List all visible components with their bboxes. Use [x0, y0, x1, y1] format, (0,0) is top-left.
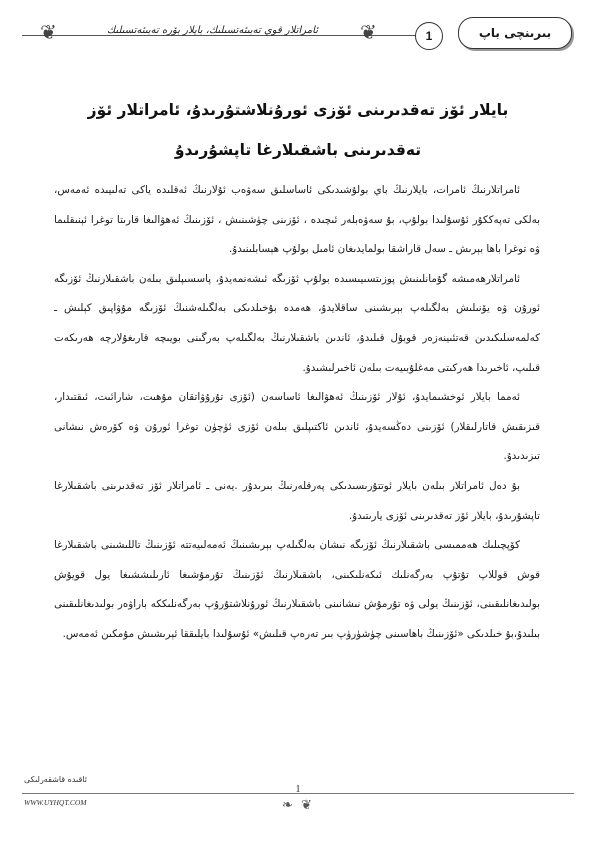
page-header — [0, 0, 596, 62]
paragraph-5: كۆپچىلىك ھەممىسى باشقىلارنىڭ ئۆزىگە نىشان بەلگىلەپ بېرىشىنىڭ ئەمەلىيەتتە ئۆزىنىڭ تاللىشىنى باشقىلارغا قوش قوللاپ تۇتۇپ بەرگەنلىك ئىكەنلىكىنى، باشقىلارنىڭ ئۆزىنىڭ تۇرمۇشىغا ئارىلىششىغا يول قويۇش بولىدىغانلىقىنى، ئۆزىنىڭ يولى ۋە تۇرمۇش نىشانىنى باشقىلارنىڭ ئورۇنلاشتۇرۇپ بەرگەنلىككە باراۋەر بولىدىغانلىقىنى بىلىدۇ،بۇ خىلدىكى «ئۆزىنىڭ باھاسىنى چۈشۈرۈپ بىر تەرەپ قىلىش» ئۇسۇلىدا بايلىققا ئېرىشىش مۇمكىن ئەمەس. — [54, 539, 540, 640]
right-flourish-icon: ❦ — [360, 20, 377, 44]
paragraph-2: ئامراتلارھەمىشە گۇمانلىنىش پوزىتسىيىسىدە بولۇپ ئۆزىگە ئىشەنمەيدۇ، پاسسىپلىق بىلەن باشقىلارنىڭ ئۆزىگە ئورۇن ۋە يۆنىلىش بەلگىلەپ بېرىشىنى ساقلايدۇ، ھەمدە بۇخىلدىكى بەلگىلەشنىڭ ئۆزىگە مۇۋاپىق كېلىش ـ كەلمەسلىكىدىن قەتئىينەزەر قوبۇل قىلىدۇ، ئاندىن باشقىلارنىڭ بەلگىلەپ بەرگىنى بويىچە قارىغۇلارچە ھەرىكەت قىلىپ، ئاخىرىدا ھەركىتى مەغلۇبىيەت بىلەن ئاخىرلىشىدۇ. — [54, 272, 540, 374]
title-line-1: بايلار ئۆز تەقدىرىنى ئۆزى ئورۇنلاشتۇرىدۇ، ئامراتلار ئۆز — [87, 101, 509, 119]
paragraph-3: ئەمما بايلار ئوخشىمايدۇ، ئۇلار ئۆزىنىڭ ئەھۋالىغا ئاساسەن (ئۆزى تۇرۇۋاتقان مۇھىت، شارائىت، ئىقتىدار، قىزىقىش قاتارلىقلار) ئۆزىنى دەڭسەيدۇ، ئاندىن ئاكتىپلىق بىلەن ئۆزى ئۈچۈن توغرا ئورۇن ۋە كۆرەش نىشانى تىزىدىدۇ. — [54, 391, 540, 463]
page-title — [60, 90, 536, 170]
body-text — [54, 176, 540, 650]
footer-url: WWW.UYHQT.COM — [24, 798, 87, 807]
footer-page-number: 1 — [295, 784, 301, 795]
footer-ornament-icon: ❧ ❦ — [282, 798, 314, 813]
chapter-label: بىرىنچى باپ — [458, 17, 572, 49]
left-flourish-icon: ❦ — [40, 20, 57, 44]
header-page-number: 1 — [415, 22, 443, 50]
running-title: ئامراتلار قوي تەبىئەتسىلىك، بايلار بۆرە تەبىئەتسىلىك — [107, 25, 318, 36]
footer-author-label: ئاقىدە قاشقەرلىكى — [24, 775, 87, 784]
title-line-2: تەقدىرىنى باشقىلارغا تاپشۇرىدۇ — [174, 141, 422, 159]
paragraph-4: بۇ دەل ئامراتلار بىلەن بايلار ئوتتۇرىسىدىكى پەرقلەرنىڭ بىرىدۇر .يەنى ـ ئامراتلار ئۆز تەقدىرىنى باشقىلارغا تاپشۇرىدۇ، بايلار ئۆز تەقدىرىنى ئۆزى يارىتىدۇ. — [54, 479, 540, 522]
paragraph-1: ئامراتلارنىڭ ئامرات، بايلارنىڭ باي بولۇشىدىكى ئاساسلىق سەۋەب ئۇلارنىڭ ئەقلىدە ياكى تەلىيىدە ئەمەس، بەلكى تەپەككۇر ئۇسۇلىدا بولۇپ، بۇ سەۋەبلەر ئىچىدە ، ئۆزىنى چۈشىنىش ، ئۆزىنىڭ ئەھۋالىغا قارىتا توغرا ئېنىقلىما ۋە توغرا باھا بېرىش ـ سەل قاراشقا بولمايدىغان ئامىل بولۇپ ھېسابلىنىدۇ. — [54, 184, 540, 256]
